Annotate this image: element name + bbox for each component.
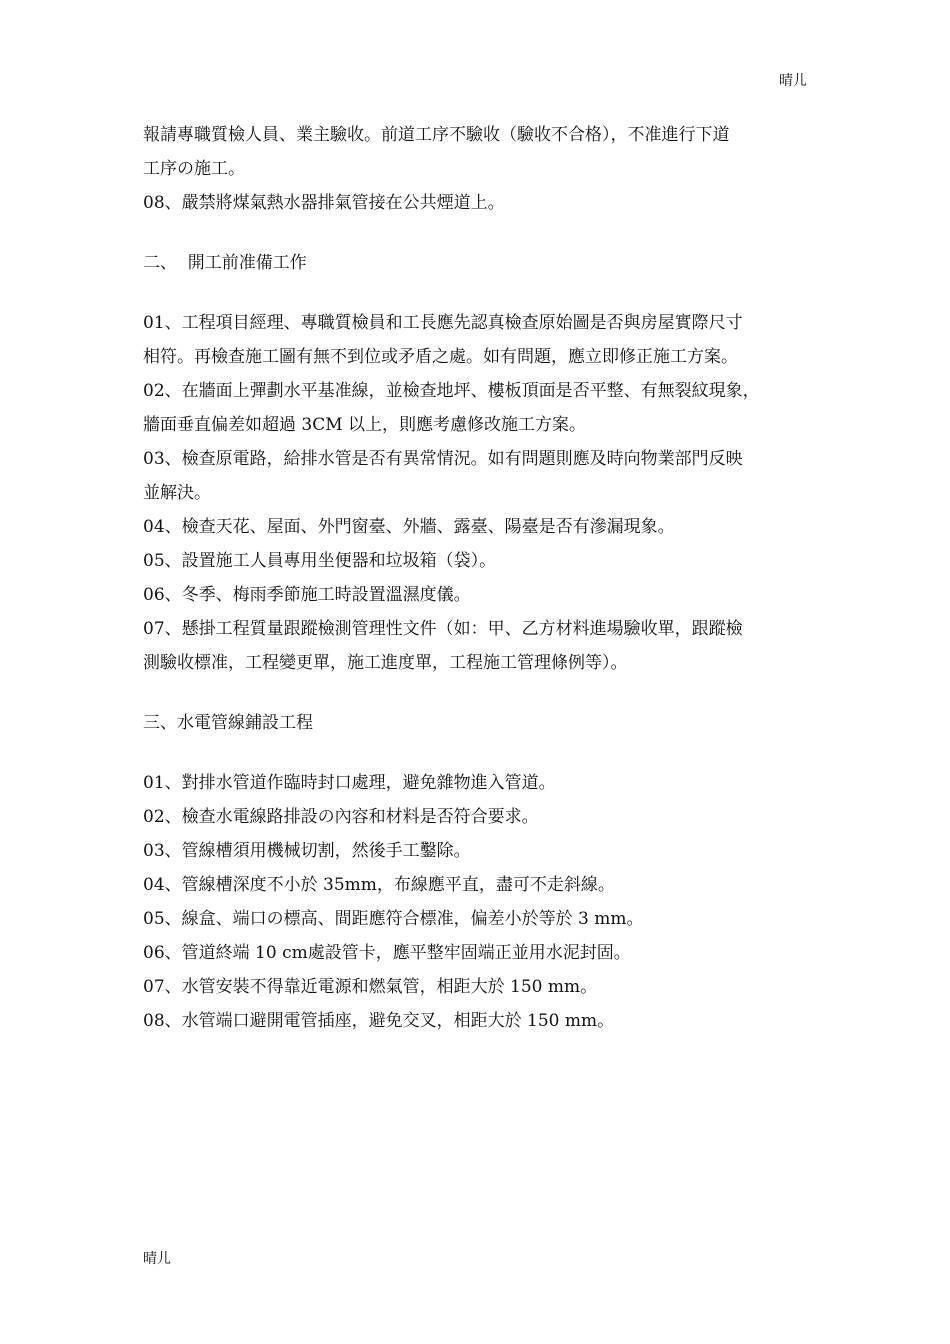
paragraph-line: 並解決。 [143,483,211,503]
page-footer: 晴儿 [143,1251,171,1267]
section-heading: 三、水電管線鋪設工程 [143,713,313,733]
paragraph-line: 06、冬季、梅雨季節施工時設置溫濕度儀。 [143,585,471,605]
paragraph-line: 01、工程項目經理、專職質檢員和工長應先認真檢查原始圖是否與房屋實際尺寸 [143,313,743,333]
document-body [143,118,815,1038]
paragraph-line: 報請專職質檢人員、業主驗收。前道工序不驗收（驗收不合格），不准進行下道 [143,125,730,145]
paragraph-line: 相符。再檢查施工圖有無不到位或矛盾之處。如有問題，應立即修正施工方案。 [143,347,738,367]
paragraph-line: 03、管線槽須用機械切割，然後手工鑿除。 [143,841,471,861]
paragraph-line: 07、水管安裝不得靠近電源和燃氣管，相距大於 150 mm。 [143,977,598,997]
paragraph-line: 08、水管端口避開電管插座，避免交叉，相距大於 150 mm。 [143,1011,615,1031]
paragraph-line: 02、檢查水電線路排設の內容和材料是否符合要求。 [143,807,539,827]
paragraph-line: 04、檢查天花、屋面、外門窗臺、外牆、露臺、陽臺是否有滲漏現象。 [143,517,675,537]
paragraph-line: 04、管線槽深度不小於 35mm，布線應平直，盡可不走斜線。 [143,875,615,895]
paragraph-line: 06、管道終端 10 cm處設管卡，應平整牢固端正並用水泥封固。 [143,943,631,963]
paragraph-line: 07、懸掛工程質量跟蹤檢測管理性文件（如：甲、乙方材料進場驗收單，跟蹤檢 [143,619,743,639]
paragraph-line: 測驗收標准，工程變更單，施工進度單，工程施工管理條例等）。 [143,653,628,673]
intro-block [143,118,815,220]
paragraph-line: 08、嚴禁將煤氣熱水器排氣管接在公共煙道上。 [143,193,505,213]
paragraph-line: 02、在牆面上彈劃水平基准線，並檢查地坪、樓板頂面是否平整、有無裂紋現象， [143,381,760,401]
paragraph-line: 03、檢查原電路，給排水管是否有異常情況。如有問題則應及時向物業部門反映 [143,449,743,469]
paragraph-line: 05、線盒、端口の標高、間距應符合標准，偏差小於等於 3 mm。 [143,909,644,929]
paragraph-line: 工序の施工。 [143,159,245,179]
section-2-body [143,306,815,680]
page-header: 晴儿 [779,73,807,89]
paragraph-line: 01、對排水管道作臨時封口處理，避免雜物進入管道。 [143,773,556,793]
paragraph-line: 05、設置施工人員專用坐便器和垃圾箱（袋）。 [143,551,497,571]
paragraph-line: 牆面垂直偏差如超過 3CM 以上，則應考慮修改施工方案。 [143,415,587,435]
section-3-body [143,766,815,1038]
section-heading: 二、 開工前准備工作 [143,253,307,273]
